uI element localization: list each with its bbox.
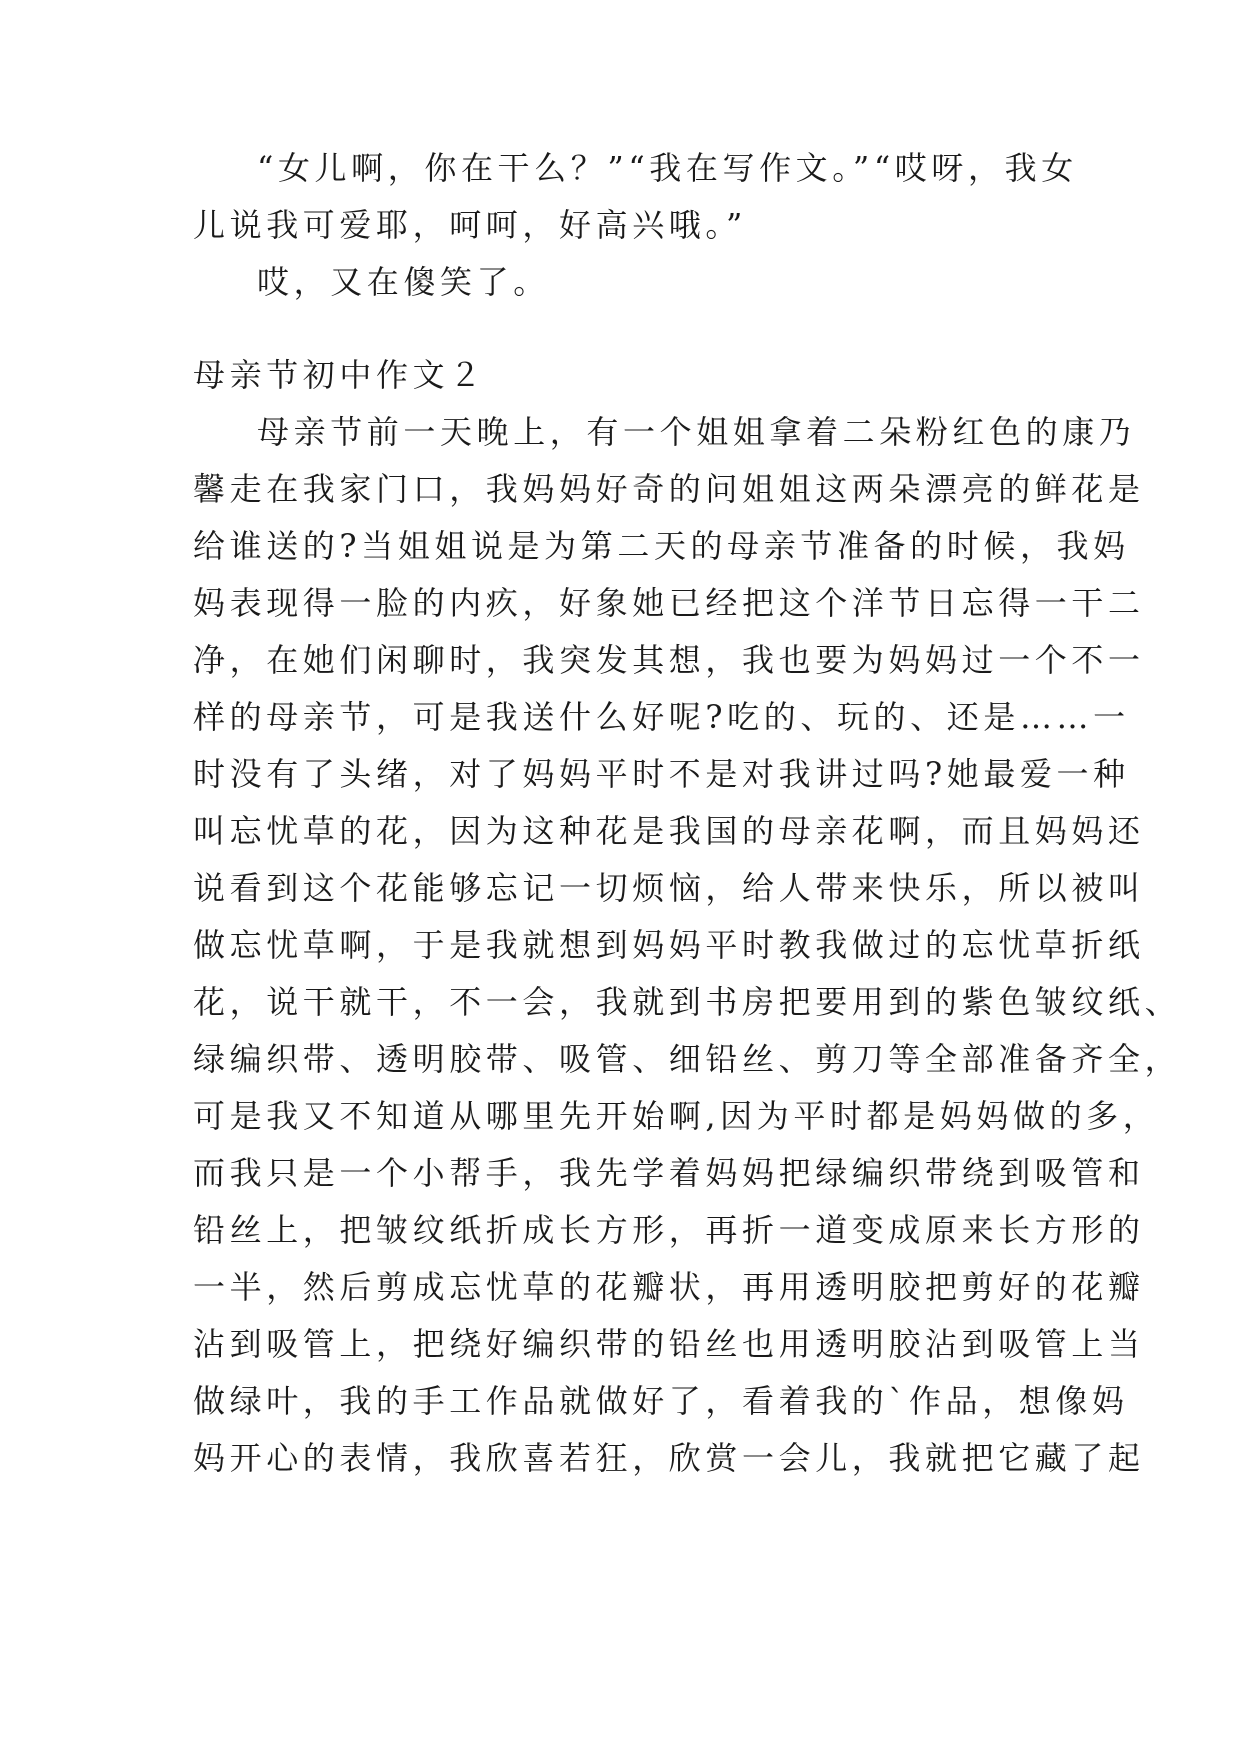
- section-title: 母亲节初中作文２: [193, 356, 486, 394]
- intro-line-3: 哎，又在傻笑了。: [257, 263, 550, 301]
- body-line: 妈表现得一脸的内疚，好象她已经把这个洋节日忘得一干二: [193, 584, 1145, 622]
- body-line: 一半，然后剪成忘忧草的花瓣状，再用透明胶把剪好的花瓣: [193, 1268, 1145, 1306]
- body-line: 而我只是一个小帮手，我先学着妈妈把绿编织带绕到吸管和: [193, 1154, 1145, 1192]
- body-line: 时没有了头绪，对了妈妈平时不是对我讲过吗?她最爱一种: [193, 755, 1130, 793]
- body-line: 馨走在我家门口，我妈妈好奇的问姐姐这两朵漂亮的鲜花是: [193, 470, 1145, 508]
- body-line: 沾到吸管上，把绕好编织带的铅丝也用透明胶沾到吸管上当: [193, 1325, 1145, 1363]
- body-line: 铅丝上，把皱纹纸折成长方形，再折一道变成原来长方形的: [193, 1211, 1145, 1249]
- intro-line-1: “女儿啊，你在干么？”“我在写作文。”“哎呀，我女: [257, 149, 1078, 187]
- body-line: 花，说干就干，不一会，我就到书房把要用到的紫色皱纹纸、: [193, 983, 1182, 1021]
- intro-line-2: 儿说我可爱耶，呵呵，好高兴哦。”: [193, 206, 747, 244]
- body-line: 绿编织带、透明胶带、吸管、细铅丝、剪刀等全部准备齐全，: [193, 1040, 1182, 1078]
- body-line: 给谁送的?当姐姐说是为第二天的母亲节准备的时候，我妈: [193, 527, 1130, 565]
- body-line: 可是我又不知道从哪里先开始啊,因为平时都是妈妈做的多，: [193, 1097, 1160, 1135]
- body-line: 说看到这个花能够忘记一切烦恼，给人带来快乐，所以被叫: [193, 869, 1145, 907]
- body-line: 净，在她们闲聊时，我突发其想，我也要为妈妈过一个不一: [193, 641, 1145, 679]
- body-line: 妈开心的表情，我欣喜若狂，欣赏一会儿，我就把它藏了起: [193, 1439, 1145, 1477]
- body-line: 做绿叶，我的手工作品就做好了，看着我的`作品，想像妈: [193, 1382, 1129, 1420]
- body-line: 叫忘忧草的花，因为这种花是我国的母亲花啊，而且妈妈还: [193, 812, 1145, 850]
- body-line: 样的母亲节，可是我送什么好呢?吃的、玩的、还是……一: [193, 698, 1130, 736]
- body-line: 母亲节前一天晚上，有一个姐姐拿着二朵粉红色的康乃: [257, 413, 1136, 451]
- body-line: 做忘忧草啊，于是我就想到妈妈平时教我做过的忘忧草折纸: [193, 926, 1145, 964]
